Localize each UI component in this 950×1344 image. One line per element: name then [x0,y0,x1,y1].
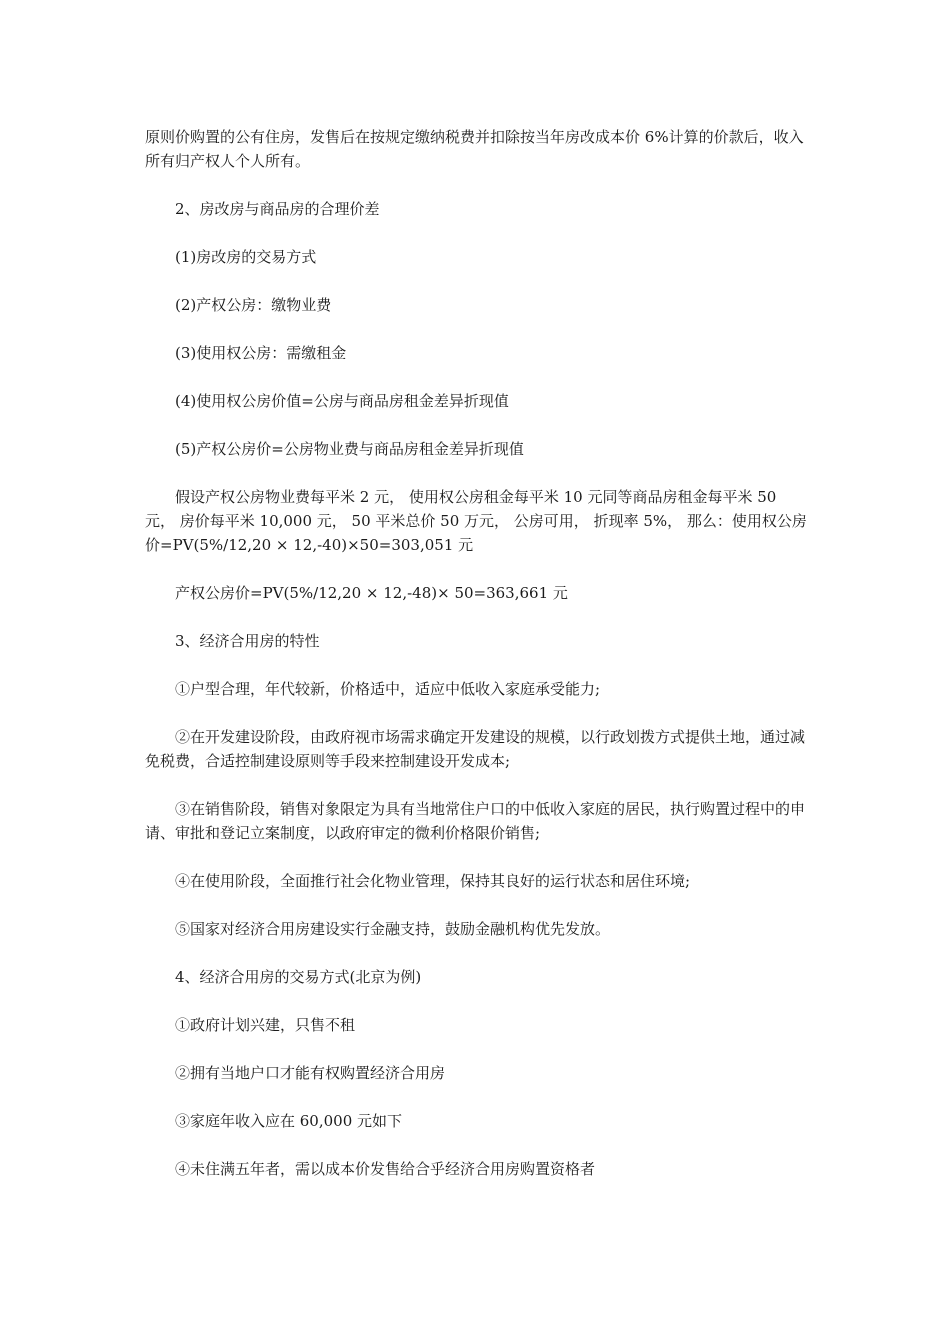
list-item: ④未住满五年者，需以成本价发售给合乎经济合用房购置资格者 [175,1160,596,1178]
list-item: ①户型合理，年代较新，价格适中，适应中低收入家庭承受能力; [175,680,601,698]
list-item: ①政府计划兴建，只售不租 [175,1016,356,1034]
list-item: ②在开发建设阶段，由政府视市场需求确定开发建设的规模，以行政划拨方式提供土地，通过减免税费，合适控制建设原则等手段来控制建设开发成本; [145,728,806,770]
section-heading-2: 2、房改房与商品房的合理价差 [175,200,380,218]
section-heading-4: 4、经济合用房的交易方式(北京为例) [175,968,422,986]
list-item: ③在销售阶段，销售对象限定为具有当地常住户口的中低收入家庭的居民，执行购置过程中的申请、审批和登记立案制度，以政府审定的微利价格限价销售; [145,800,806,842]
list-item: (2)产权公房：缴物业费 [175,296,332,314]
list-item: ④在使用阶段，全面推行社会化物业管理，保持其良好的运行状态和居住环境; [175,872,691,890]
list-item: ⑤国家对经济合用房建设实行金融支持，鼓励金融机构优先发放。 [175,920,611,938]
formula-paragraph: 产权公房价=PV(5%/12,20 × 12,-48)× 50=363,661 元 [175,584,568,602]
section-heading-3: 3、经济合用房的特性 [175,632,320,650]
list-item: (5)产权公房价=公房物业费与商品房租金差异折现值 [175,440,524,458]
example-paragraph: 假设产权公房物业费每平米 2 元， 使用权公房租金每平米 10 元同等商品房租金每平米 50 元， 房价每平米 10,000 元， 50 平米总价 50 万元， 公房可用， 折现率 5%， 那么：使用权公房价=PV(5%/12,20 × 12,-40)×50=303,051 元 [145,488,807,554]
list-item: ③家庭年收入应在 60,000 元如下 [175,1112,403,1130]
list-item: (4)使用权公房价值=公房与商品房租金差异折现值 [175,392,509,410]
list-item: ②拥有当地户口才能有权购置经济合用房 [175,1064,446,1082]
document-body [145,125,810,1205]
paragraph-continuation: 原则价购置的公有住房，发售后在按规定缴纳税费并扣除按当年房改成本价 6%计算的价款后，收入所有归产权人个人所有。 [145,128,804,170]
list-item: (3)使用权公房：需缴租金 [175,344,347,362]
list-item: (1)房改房的交易方式 [175,248,317,266]
